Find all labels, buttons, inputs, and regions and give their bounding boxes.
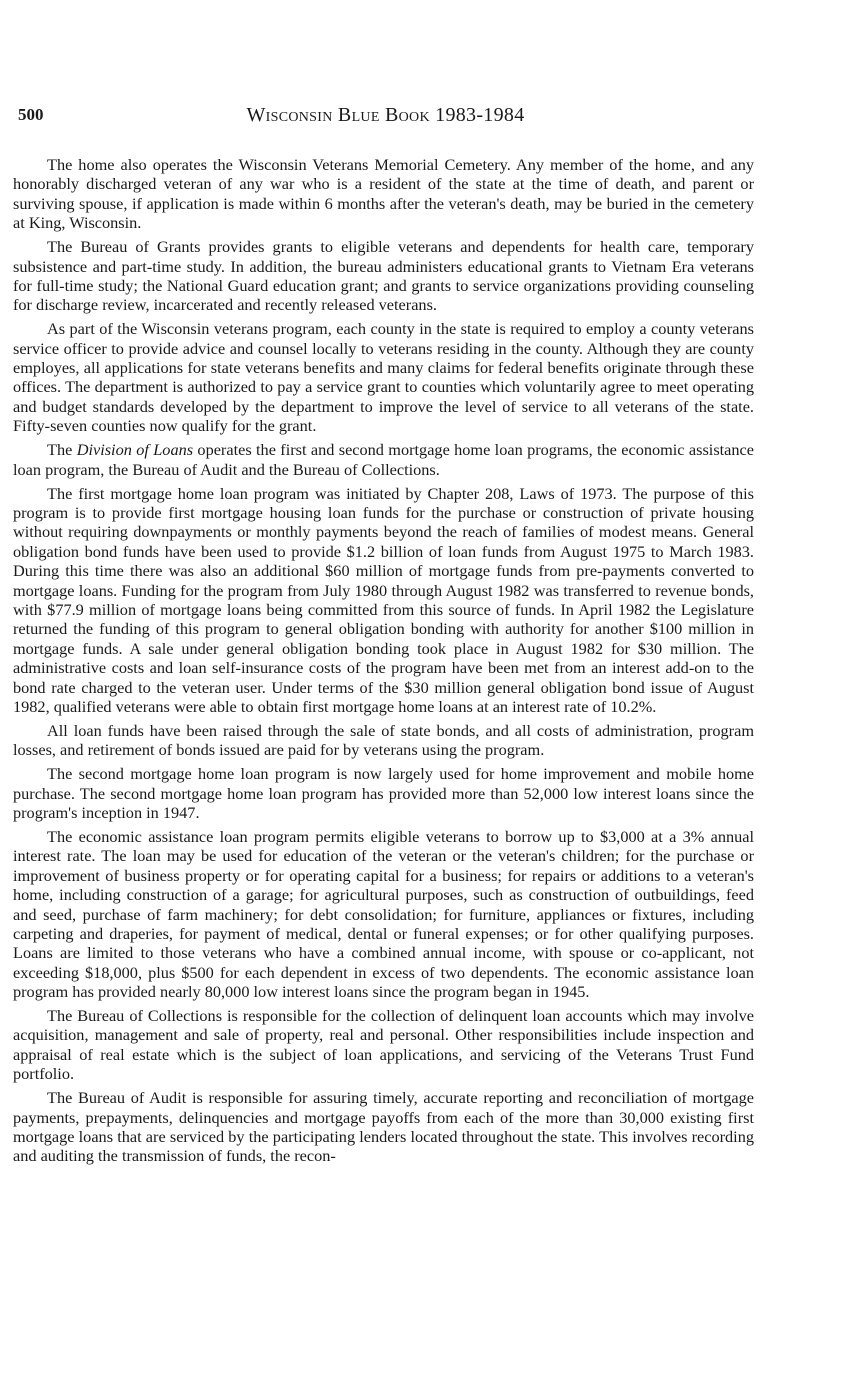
paragraph-bureau-of-audit: The Bureau of Audit is responsible for assuring timely, accurate reporting and reconciliation of mortgage payments, prepayments, delinquencies and mortgage payoffs from each of the more than 30,000 existing first mortgage loans that are serviced by the participating lenders located throughout the state. This involves recording and auditing the transmission of funds, the recon- <box>13 1088 754 1166</box>
paragraph-cemetery: The home also operates the Wisconsin Veterans Memorial Cemetery. Any member of the home, and any honorably discharged veteran of any war who is a resident of the state at the time of death, and parent or surviving spouse, if application is made within 6 months after the veteran's death, may be buried in the cemetery at King, Wisconsin. <box>13 155 754 233</box>
running-title: Wisconsin Blue Book 1983-1984 <box>246 104 525 126</box>
page-number: 500 <box>18 105 44 124</box>
page-header <box>18 104 753 130</box>
body-text <box>13 155 754 1170</box>
paragraph-bureau-of-collections: The Bureau of Collections is responsible for the collection of delinquent loan accounts which may involve acquisition, management and sale of property, real and personal. Other responsibilities include inspection and appraisal of real estate which is the subject of loan applications, and servicing of the Veterans Trust Fund portfolio. <box>13 1006 754 1084</box>
paragraph-first-mortgage: The first mortgage home loan program was initiated by Chapter 208, Laws of 1973. The purpose of this program is to provide first mortgage housing loan funds for the purchase or construction of private housing without requiring downpayments or monthly payments beyond the reach of families of modest means. General obligation bond funds have been used to provide $1.2 billion of loan funds from August 1975 to March 1983. During this time there was also an additional $60 million of mortgage funds from pre-payments converted to mortgage loans. Funding for the program from July 1980 through August 1982 was transferred to revenue bonds, with $77.9 million of mortgage loans being committed from this source of funds. In April 1982 the Legislature returned the funding of this program to general obligation bonding with authority for another $100 million in mortgage funds. A sale under general obligation bonding took place in August 1982 for $30 million. The administrative costs and loan self-insurance costs of the program have been met from an interest add-on to the bond rate charged to the veteran user. Under terms of the $30 million general obligation bond issue of August 1982, qualified veterans were able to obtain first mortgage home loans at an interest rate of 10.2%. <box>13 483 754 716</box>
division-of-loans-emphasis: Division of Loans <box>76 440 194 460</box>
paragraph-division-of-loans <box>13 440 754 479</box>
paragraph-second-mortgage: The second mortgage home loan program is now largely used for home improvement and mobile home purchase. The second mortgage home loan program has provided more than 52,000 low interest loans since the program's inception in 1947. <box>13 764 754 822</box>
division-rest-text: operates the first and second mortgage home loan programs, the economic assistance loan program, the Bureau of Audit and the Bureau of Collections. <box>13 440 754 479</box>
division-intro-text: The <box>47 440 77 460</box>
paragraph-loan-funds: All loan funds have been raised through the sale of state bonds, and all costs of administration, program losses, and retirement of bonds issued are paid for by veterans using the program. <box>13 720 754 760</box>
paragraph-county-service-officers: As part of the Wisconsin veterans program, each county in the state is required to employ a county veterans service officer to provide advice and counsel locally to veterans residing in the county. Although they are county employes, all applications for state veterans benefits and many claims for federal benefits originate through these offices. The department is authorized to pay a service grant to counties which voluntarily agree to meet operating and budget standards developed by the department to improve the level of service to all veterans of the state. Fifty-seven counties now qualify for the grant. <box>13 319 754 436</box>
paragraph-bureau-of-grants: The Bureau of Grants provides grants to eligible veterans and dependents for health care, temporary subsistence and part-time study. In addition, the bureau administers educational grants to Vietnam Era veterans for full-time study; the National Guard education grant; and grants to service organizations providing counseling for discharge review, incarcerated and recently released veterans. <box>13 237 754 315</box>
paragraph-economic-assistance: The economic assistance loan program permits eligible veterans to borrow up to $3,000 at a 3% annual interest rate. The loan may be used for education of the veteran or the veteran's children; for the purchase or improvement of business property or for operating capital for a business; for repairs or additions to a veteran's home, including construction of a garage; for agricultural purposes, such as construction of outbuildings, feed and seed, purchase of farm machinery; for debt consolidation; for furniture, appliances or fixtures, including carpeting and draperies, for payment of medical, dental or funeral expenses; or for other qualifying purposes. Loans are limited to those veterans who have a combined annual income, with spouse or co-applicant, not exceeding $18,000, plus $500 for each dependent in excess of two dependents. The economic assistance loan program has provided nearly 80,000 low interest loans since the program began in 1945. <box>13 826 754 1002</box>
